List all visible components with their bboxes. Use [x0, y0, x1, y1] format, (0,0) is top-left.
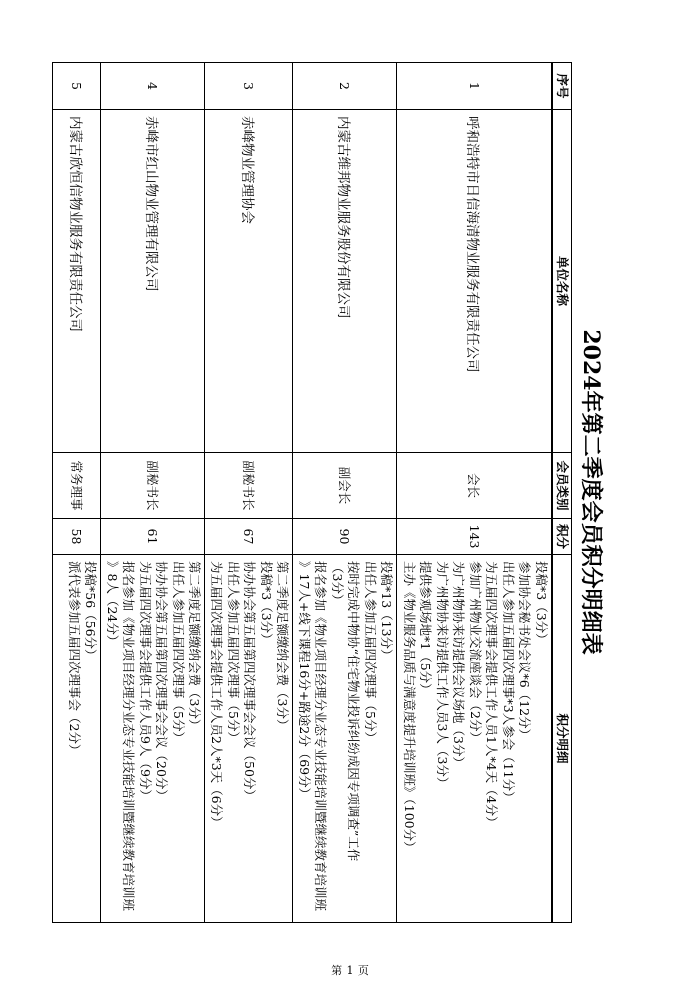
row-category: 会长	[397, 453, 552, 519]
row-score: 58	[53, 519, 101, 555]
detail-line: 第二季度足额缴纳会费（3分）	[275, 561, 291, 732]
detail-line: 》17人+线下课程16分+路途2分（69分）	[297, 561, 312, 801]
row-score: 61	[101, 519, 205, 555]
row-detail	[53, 555, 101, 923]
row-category: 常务理事	[53, 453, 101, 519]
table-row	[205, 63, 293, 923]
detail-line: 为广州物协来访提供工作人员3人（3分）	[435, 561, 450, 790]
table-header-row	[552, 63, 572, 923]
header-category: 会员类别	[552, 453, 572, 519]
row-index: 1	[397, 63, 552, 110]
rotated-page	[0, 62, 610, 922]
detail-line: 投稿*13（13分）	[379, 561, 395, 662]
row-unit: 赤峰物业管理协会	[205, 110, 293, 453]
detail-line: 投稿*3（3分）	[259, 561, 274, 646]
table-row	[397, 63, 552, 923]
header-detail: 积分明细	[552, 555, 572, 923]
detail-line: 协办协会第五届第四次理事会会议（50分）	[242, 561, 258, 802]
row-category: 副秘书长	[205, 453, 293, 519]
row-category: 副秘书长	[101, 453, 205, 519]
detail-line: 为五届四次理事会提供工作人员2人*3天（6分）	[209, 561, 225, 829]
detail-line: 主办《物业服务品质与满意度提升培训班》（100分）	[402, 561, 417, 854]
row-detail	[101, 555, 205, 923]
page-number: 1	[346, 964, 354, 977]
page-footer	[0, 962, 700, 978]
detail-line: 出任人参加五届四次理事*3人参会（11分）	[501, 561, 516, 804]
row-detail	[397, 555, 552, 923]
row-index: 2	[293, 63, 397, 110]
points-table	[53, 62, 573, 923]
detail-line: 投稿*56（56分）	[83, 561, 99, 662]
footer-suffix: 页	[357, 964, 369, 977]
detail-line: 为广州物协来访提供会议场地（3分）	[451, 561, 467, 769]
detail-line: 出任人参加五届四次理事（5分）	[171, 561, 186, 744]
detail-line: 提供参观场地*1（5分）	[418, 561, 434, 696]
detail-line: 出任人参加五届四次理事（5分）	[226, 561, 241, 744]
row-detail	[205, 555, 293, 923]
header-unit: 单位名称	[552, 110, 572, 453]
detail-line: 派代表参加五届四次理事会（2分）	[67, 561, 82, 757]
detail-line: 投稿*3（3分）	[534, 561, 549, 646]
detail-line: 为五届四次理事会提供工作人员9人（9分）	[138, 561, 153, 802]
row-index: 4	[101, 63, 205, 110]
row-unit: 呼和浩特市日信海清物业服务有限责任公司	[397, 110, 552, 453]
table-row	[293, 63, 397, 923]
detail-line: 协办协会第五届第四次理事会会议（20分）	[154, 561, 170, 802]
detail-line: （3分）	[330, 561, 345, 607]
detail-line: 参加广州物业交流座谈会（2分）	[468, 561, 483, 744]
row-unit: 内蒙古维邦物业服务股份有限公司	[293, 110, 397, 453]
detail-line: 出任人参加五届四次理事（5分）	[363, 561, 378, 744]
detail-line: 按时完成中物协“住宅物业投诉纠纷成因专项调查”工作	[346, 561, 362, 862]
page-title: 2024年第二季度会员积分明细表	[578, 329, 604, 655]
row-unit: 内蒙古欣恒信物业服务有限责任公司	[53, 110, 101, 453]
row-detail	[293, 555, 397, 923]
detail-line: 第二季度足额缴纳会费（3分）	[187, 561, 203, 732]
table-row	[53, 63, 101, 923]
detail-line: 参加协会秘书处会议*6（12分）	[517, 561, 533, 742]
table-row	[101, 63, 205, 923]
row-score: 143	[397, 519, 552, 555]
row-category: 副会长	[293, 453, 397, 519]
row-score: 90	[293, 519, 397, 555]
row-score: 67	[205, 519, 293, 555]
detail-line: 报名参加《物业项目经理分业态专业技能培训暨继续教育培训班	[121, 561, 137, 912]
detail-line: 为五届四次理事会提供工作人员1人*4天（4分）	[484, 561, 500, 829]
footer-prefix: 第	[331, 964, 343, 977]
row-index: 3	[205, 63, 293, 110]
header-score: 积分	[552, 519, 572, 555]
header-index: 序号	[552, 63, 572, 110]
row-unit: 赤峰市红山物业管理有限公司	[101, 110, 205, 453]
detail-line: 》8人（24分）	[105, 561, 120, 648]
detail-line: 报名参加《物业项目经理分业态专业技能培训暨继续教育培训班	[313, 561, 329, 912]
row-index: 5	[53, 63, 101, 110]
